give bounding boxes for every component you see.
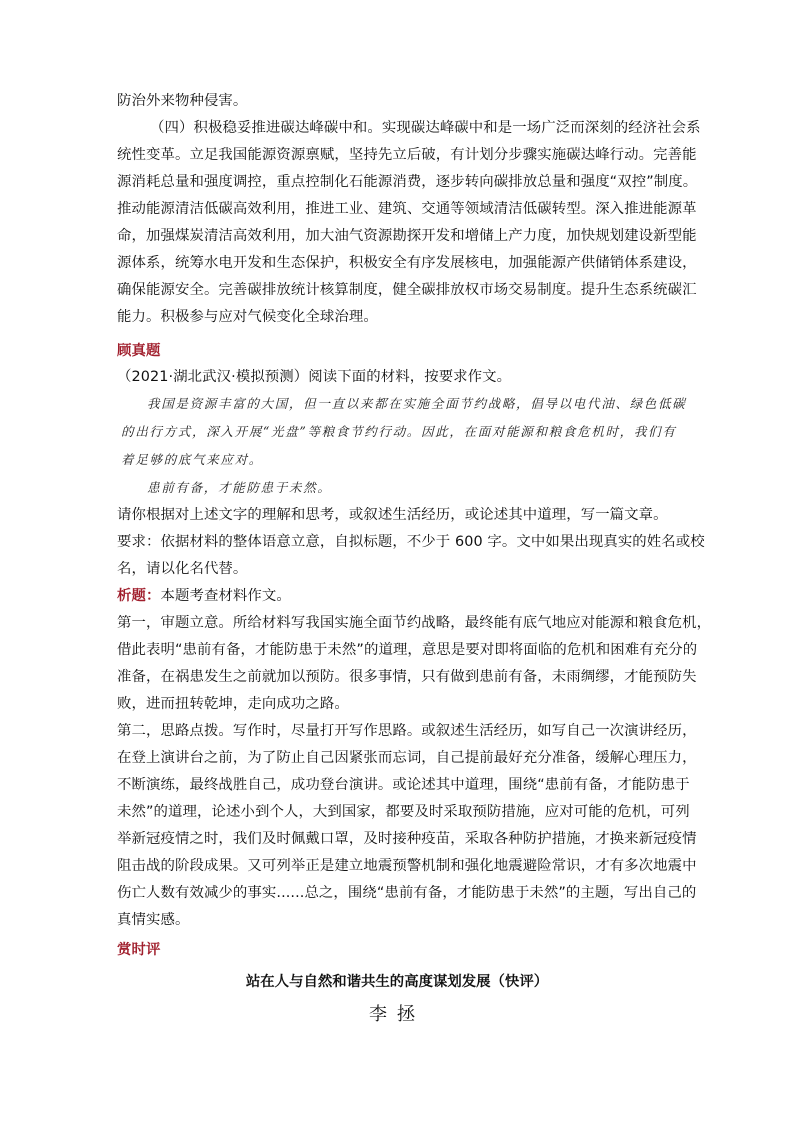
analysis-line: 真情实感。 bbox=[117, 912, 190, 928]
analysis-line: 第一，审题立意。所给材料写我国实施全面节约战略，最终能有底气地应对能源和粮食危机， bbox=[117, 615, 712, 631]
quote-line: 的出行方式，深入开展“光盘”等粮食节约行动。因此，在面对能源和粮食危机时，我们有 bbox=[121, 424, 677, 439]
article-author: 李拯 bbox=[369, 1004, 425, 1025]
section-heading: 赏时评 bbox=[117, 942, 161, 958]
analysis-line: 第二，思路点拨。写作时，尽量打开写作思路。或叙述生活经历，如写自己一次演讲经历， bbox=[117, 723, 697, 739]
analysis-line: 举新冠疫情之时，我们及时佩戴口罩，及时接种疫苗，采取各种防护措施，才换来新冠疫情 bbox=[117, 831, 697, 847]
analysis-intro: 本题考查材料作文。 bbox=[160, 588, 291, 604]
prompt-line: 名，请以化名代替。 bbox=[117, 561, 248, 577]
prompt-line: 要求：依据材料的整体语意立意，自拟标题，不少于 600 字。文中如果出现真实的姓名或校 bbox=[117, 534, 705, 550]
prompt-line: 请你根据对上述文字的理解和思考，或叙述生活经历，或论述其中道理，写一篇文章。 bbox=[117, 507, 668, 523]
section-heading: 顾真题 bbox=[117, 343, 161, 359]
body-line: 源体系，统筹水电开发和生态保护，积极安全有序发展核电，加强能源产供储销体系建设， bbox=[117, 255, 697, 271]
analysis-heading bbox=[117, 586, 291, 606]
section-heading: 析题： bbox=[117, 588, 161, 604]
body-line: 统性变革。立足我国能源资源禀赋，坚持先立后破，有计划分步骤实施碳达峰行动。完善能 bbox=[117, 147, 697, 163]
body-line: （四）积极稳妥推进碳达峰碳中和。实现碳达峰碳中和是一场广泛而深刻的经济社会系 bbox=[150, 120, 701, 136]
quote-line: 我国是资源丰富的大国，但一直以来都在实施全面节约战略，倡导以电代油、绿色低碳 bbox=[147, 396, 687, 411]
body-line: 命，加强煤炭清洁高效利用，加大油气资源勘探开发和增储上产力度，加快规划建设新型能 bbox=[117, 228, 697, 244]
body-line: 能力。积极参与应对气候变化全球治理。 bbox=[117, 309, 378, 325]
body-line: 确保能源安全。完善碳排放统计核算制度，健全碳排放权市场交易制度。提升生态系统碳汇 bbox=[117, 282, 697, 298]
quote-line: 患前有备，才能防患于未然。 bbox=[147, 480, 332, 495]
analysis-line: 败，进而扭转乾坤，走向成功之路。 bbox=[117, 696, 349, 712]
article-title: 站在人与自然和谐共生的高度谋划发展（快评） bbox=[245, 974, 549, 990]
quote-line: 着足够的底气来应对。 bbox=[121, 452, 263, 467]
body-line: 推动能源清洁低碳高效利用，推进工业、建筑、交通等领域清洁低碳转型。深入推进能源革 bbox=[117, 201, 697, 217]
body-line: 源消耗总量和强度调控，重点控制化石能源消费，逐步转向碳排放总量和强度“双控”制度。 bbox=[117, 174, 698, 190]
analysis-line: 借此表明“患前有备，才能防患于未然”的道理，意思是要对即将面临的危机和困难有充分的 bbox=[117, 642, 698, 658]
analysis-line: 不断演练，最终战胜自己，成功登台演讲。或论述其中道理，围绕“患前有备，才能防患于 bbox=[117, 777, 690, 793]
analysis-line: 在登上演讲台之前，为了防止自己因紧张而忘词，自己提前最好充分准备，缓解心理压力， bbox=[117, 750, 697, 766]
analysis-line: 伤亡人数有效减少的事实......总之，围绕“患前有备，才能防患于未然”的主题，写出自己的 bbox=[117, 885, 697, 901]
source-line: （2021·湖北武汉·模拟预测）阅读下面的材料，按要求作文。 bbox=[117, 369, 512, 385]
analysis-line: 准备，在祸患发生之前就加以预防。很多事情，只有做到患前有备，未雨绸缪，才能预防失 bbox=[117, 669, 697, 685]
body-line: 防治外来物种侵害。 bbox=[117, 93, 248, 109]
analysis-line: 未然”的道理，论述小到个人，大到国家，都要及时采取预防措施，应对可能的危机，可列 bbox=[117, 804, 690, 820]
analysis-line: 阻击战的阶段成果。又可列举正是建立地震预警机制和强化地震避险常识，才有多次地震中 bbox=[117, 858, 697, 874]
